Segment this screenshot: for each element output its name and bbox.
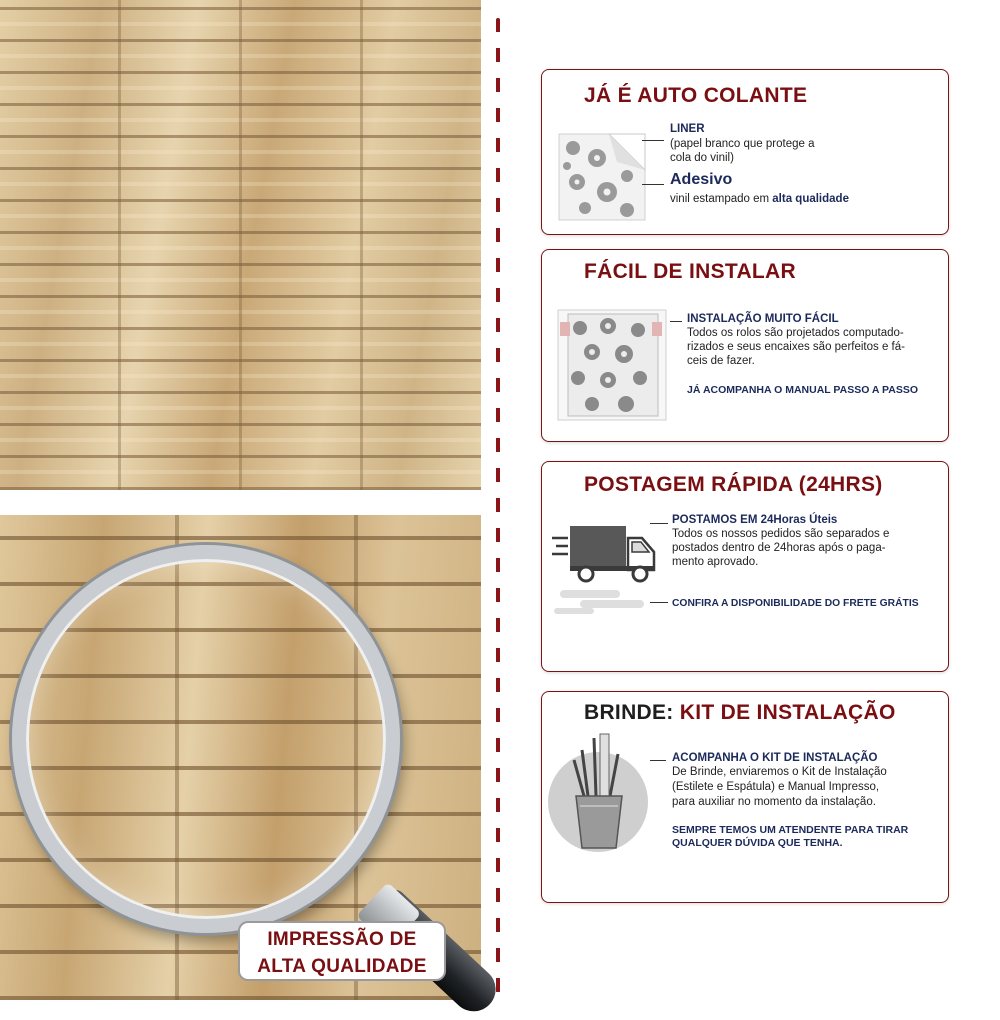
frete-footer: CONFIRA A DISPONIBILIDADE DO FRETE GRÁTIS: [672, 598, 919, 609]
kit-line-1: De Brinde, enviaremos o Kit de Instalação: [672, 766, 887, 778]
card-title: JÁ É AUTO COLANTE: [584, 84, 808, 107]
card-title: FÁCIL DE INSTALAR: [584, 260, 796, 283]
install-line-3: ceis de fazer.: [687, 355, 755, 367]
kit-line-2: (Estilete e Espátula) e Manual Impresso,: [672, 781, 880, 793]
install-line-1: Todos os rolos são projetados computado-: [687, 327, 904, 339]
adesivo-desc-bold: alta qualidade: [772, 193, 849, 205]
quality-badge-line2: ALTA QUALIDADE: [257, 956, 427, 977]
postagem-head: POSTAMOS EM 24Horas Úteis: [672, 514, 838, 526]
liner-title: LINER: [670, 123, 705, 135]
postagem-line-1: Todos os nossos pedidos são separados e: [672, 528, 890, 540]
leader-line-install: [670, 321, 682, 322]
leader-line-postagem: [650, 523, 668, 524]
install-footer: JÁ ACOMPANHA O MANUAL PASSO A PASSO: [687, 384, 919, 396]
kit-footer-2: QUALQUER DÚVIDA QUE TENHA.: [672, 837, 843, 849]
install-head: INSTALAÇÃO MUITO FÁCIL: [687, 313, 839, 325]
card-title: [584, 701, 896, 725]
card-title-dark: BRINDE:: [584, 701, 674, 724]
magnifier-icon: [12, 545, 400, 933]
card-brinde-kit: [541, 691, 949, 903]
dashed-separator: [496, 18, 500, 993]
kit-head: ACOMPANHA O KIT DE INSTALAÇÃO: [672, 752, 878, 764]
kit-line-3: para auxiliar no momento da instalação.: [672, 796, 876, 808]
quality-badge: [238, 921, 446, 981]
liner-desc-2: cola do vinil): [670, 152, 734, 164]
vinyl-sample-icon: [557, 132, 649, 222]
leader-line-adesivo: [642, 184, 664, 185]
leader-line-liner: [642, 140, 664, 141]
adesivo-title: Adesivo: [670, 171, 733, 188]
card-facil-instalar: [541, 249, 949, 442]
card-postagem-rapida: [541, 461, 949, 672]
postagem-line-2: postados dentro de 24horas após o paga-: [672, 542, 886, 554]
delivery-truck-icon: [550, 520, 662, 616]
leader-line-frete: [650, 602, 668, 603]
card-title-red: KIT DE INSTALAÇÃO: [673, 701, 896, 724]
adesivo-desc: [670, 192, 849, 207]
leader-line-kit: [650, 760, 666, 761]
postagem-line-3: mento aprovado.: [672, 556, 759, 568]
tool-cup-icon: [548, 730, 650, 854]
kit-footer-1: SEMPRE TEMOS UM ATENDENTE PARA TIRAR: [672, 824, 909, 836]
stone-wall-image-top: [0, 0, 481, 490]
adesivo-desc-text: vinil estampado em: [670, 193, 773, 205]
install-line-2: rizados e seus encaixes são perfeitos e fá-: [687, 341, 905, 353]
card-auto-colante: [541, 69, 949, 235]
liner-desc-1: (papel branco que protege a: [670, 138, 815, 150]
card-title: POSTAGEM RÁPIDA (24HRS): [584, 473, 883, 496]
wallpaper-roll-icon: [556, 308, 668, 422]
quality-badge-line1: IMPRESSÃO DE: [267, 929, 417, 950]
